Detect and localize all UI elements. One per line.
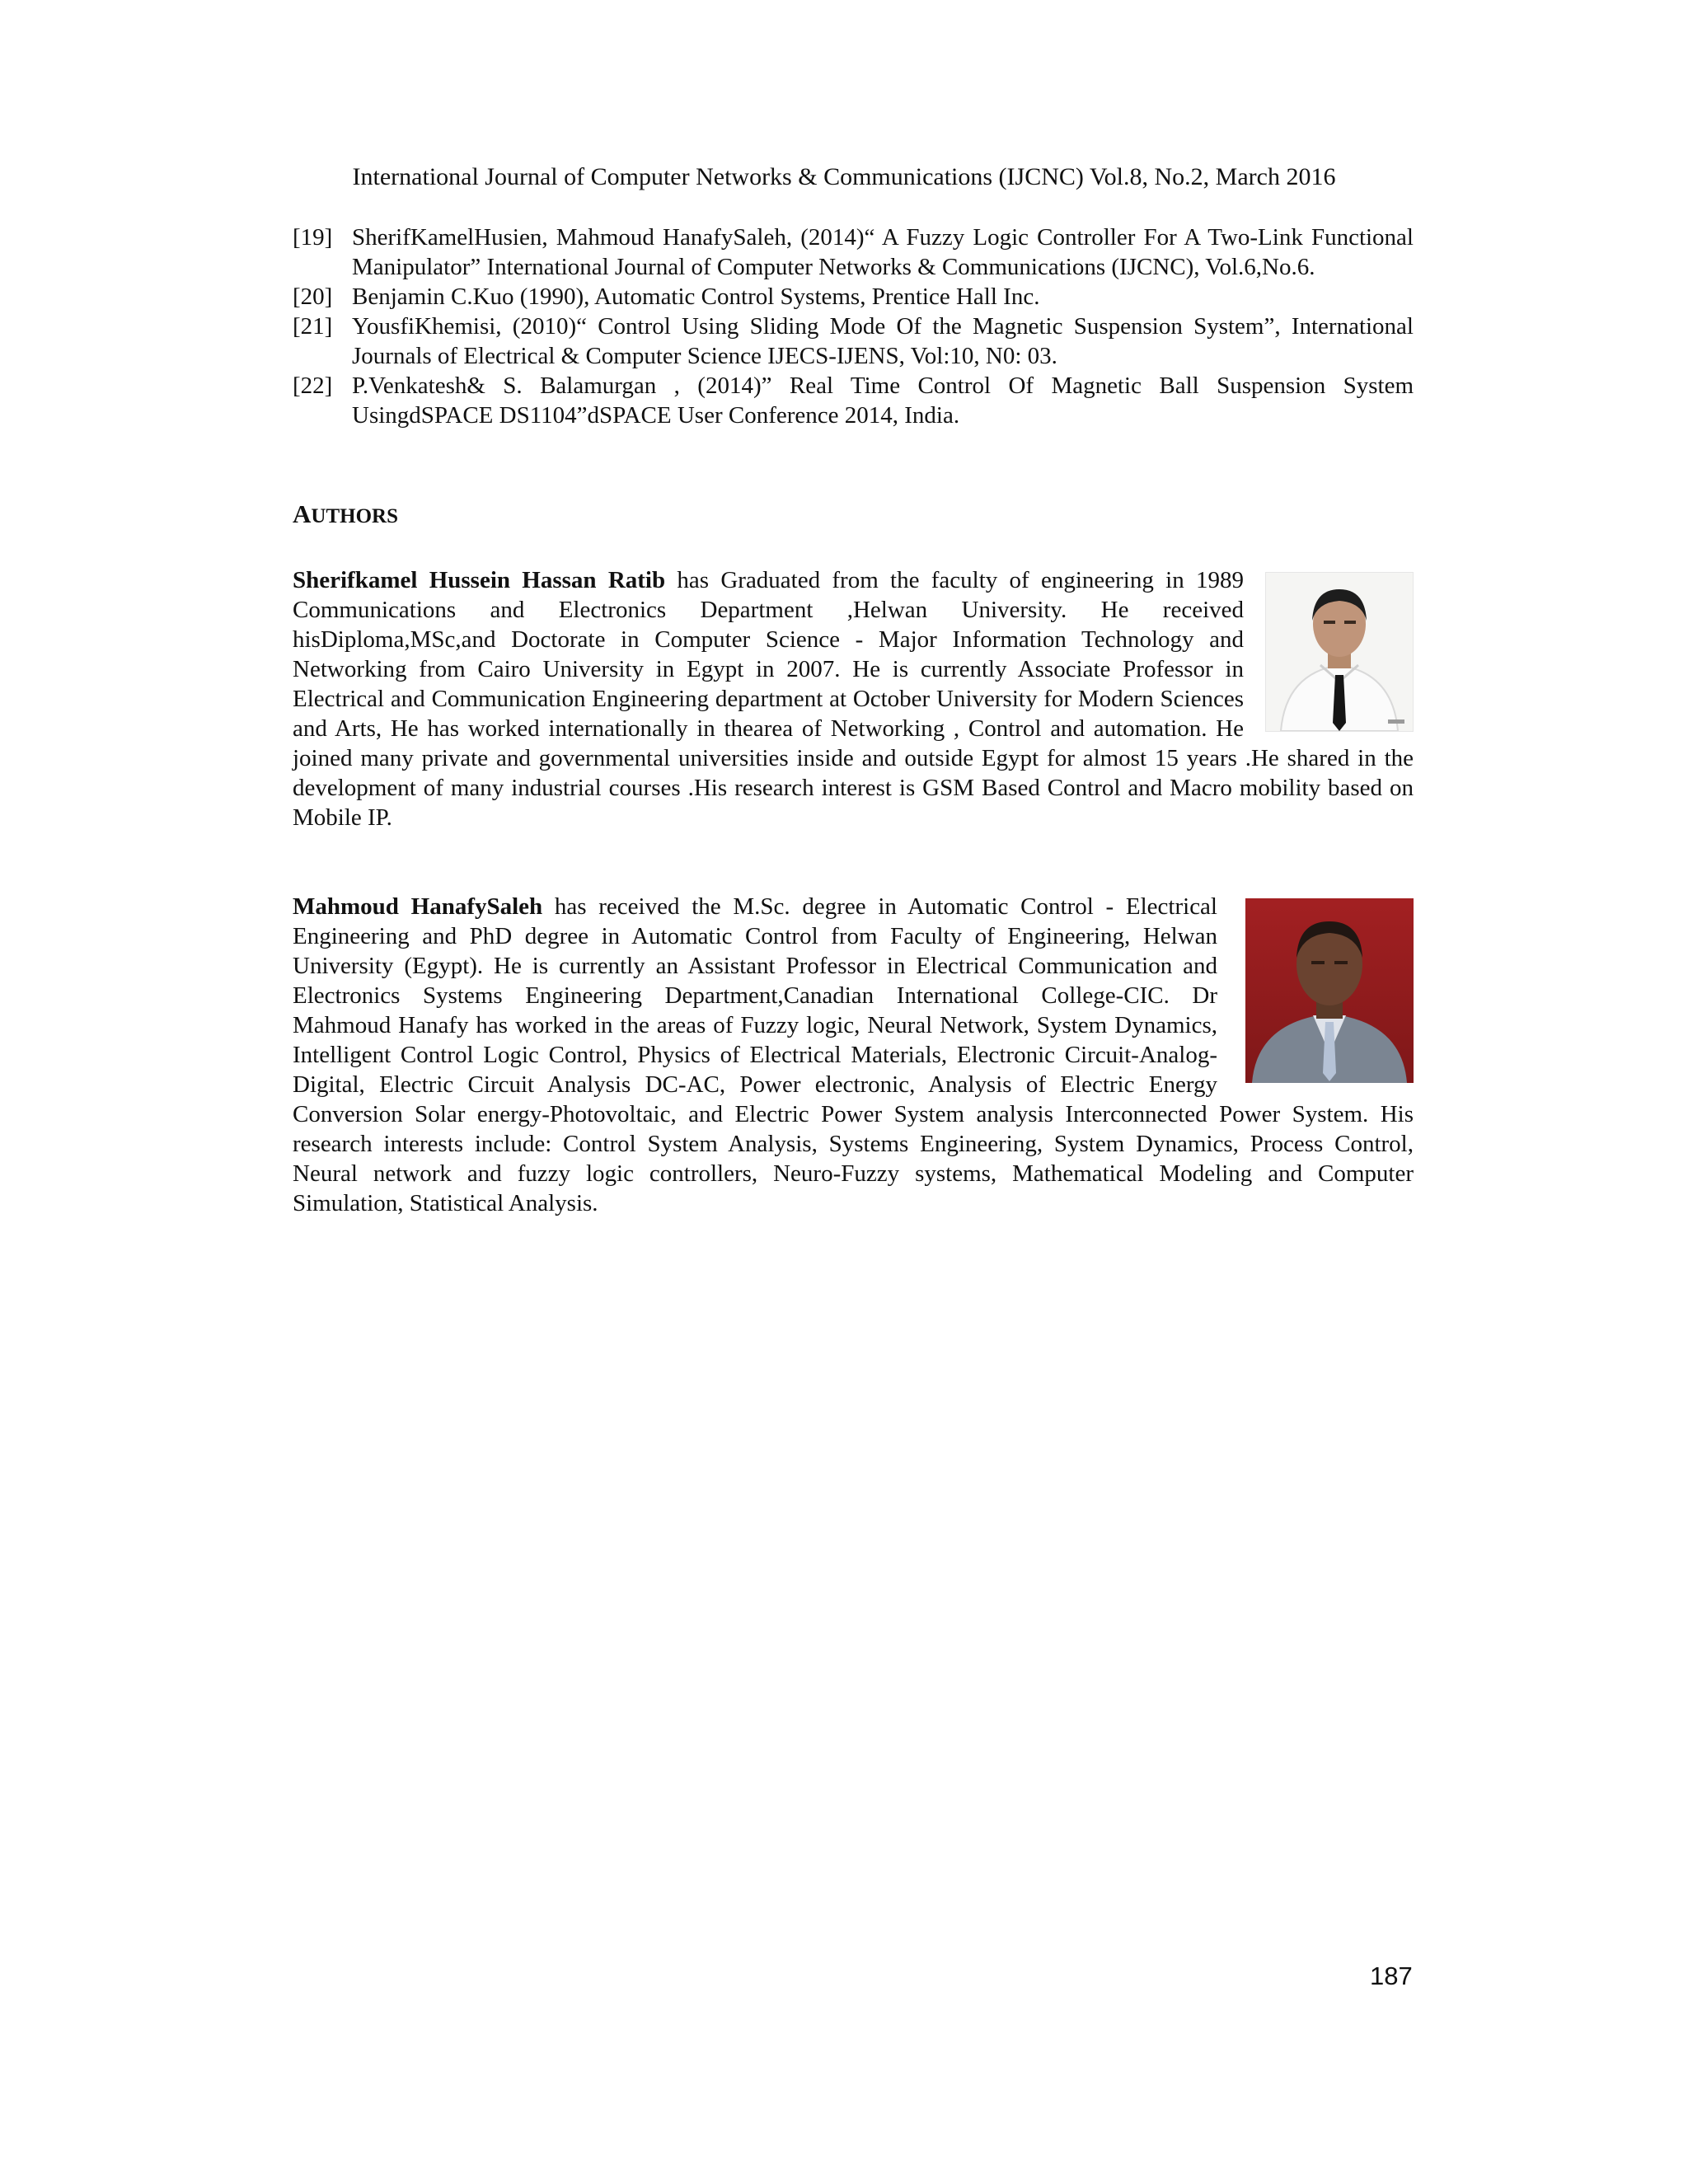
reference-item <box>293 371 1414 430</box>
author-bio-2 <box>293 892 1414 1218</box>
reference-number: [19] <box>293 224 333 251</box>
reference-text: YousfiKhemisi, (2010)“ Control Using Sliding Mode Of the Magnetic Suspension System”, International Journals of Electrical & Computer Science IJECS-IJENS, Vol:10, N0: 03. <box>352 313 1414 369</box>
page-number: 187 <box>1370 1961 1413 1990</box>
reference-text: SherifKamelHusien, Mahmoud HanafySaleh, (2014)“ A Fuzzy Logic Controller For A Two-Link Functional Manipulator” International Journal of Computer Networks & Communications (IJCNC), Vol.6,No.6. <box>352 224 1414 280</box>
running-header: International Journal of Computer Networks & Communications (IJCNC) Vol.8, No.2, March 2016 <box>352 163 1336 190</box>
authors-heading-rest: UTHORS <box>311 505 398 527</box>
portrait-image <box>1245 898 1414 1083</box>
reference-text: Benjamin C.Kuo (1990), Automatic Control Systems, Prentice Hall Inc. <box>352 284 1040 310</box>
author-name-2: Mahmoud HanafySaleh <box>293 893 543 920</box>
reference-item <box>293 282 1414 312</box>
reference-list <box>293 223 1414 430</box>
author-name-1: Sherifkamel Hussein Hassan Ratib <box>293 567 666 593</box>
reference-number: [21] <box>293 313 333 340</box>
author-bio-text-1: has Graduated from the faculty of engineering in 1989 Communications and Electronics Department ,Helwan University. He received hisDiploma,MSc,and Doctorate in Computer Science - Major Information Technology and Networking from Cairo University in Egypt in 2007. He is currently Associate Professor in Electrical and Communication Engineering department at October University for Modern Sciences and Arts, He has worked internationally in thearea of Networking , Control and automation. He joined many private and governmental universities inside and outside Egypt for almost 15 years .He shared in the development of many industrial courses .His research interest is GSM Based Control and Macro mobility based on Mobile IP. <box>293 567 1414 831</box>
reference-text: P.Venkatesh& S. Balamurgan , (2014)” Real Time Control Of Magnetic Ball Suspension System UsingdSPACE DS1104”dSPACE User Conference 2014, India. <box>352 373 1414 429</box>
author-photo-2 <box>1245 898 1414 1083</box>
author-photo-1 <box>1265 572 1414 732</box>
author-bio-text-2: has received the M.Sc. degree in Automatic Control - Electrical Engineering and PhD degree in Automatic Control from Faculty of Engineering, Helwan University (Egypt). He is currently an Assistant Professor in Electrical Communication and Electronics Systems Engineering Department,Canadian International College-CIC. Dr Mahmoud Hanafy has worked in the areas of Fuzzy logic, Neural Network, System Dynamics, Intelligent Control Logic Control, Physics of Electrical Materials, Electronic Circuit-Analog-Digital, Electric Circuit Analysis DC-AC, Power electronic, Analysis of Electric Energy Conversion Solar energy-Photovoltaic, and Electric Power System analysis Interconnected Power System. His research interests include: Control System Analysis, Systems Engineering, System Dynamics, Process Control, Neural network and fuzzy logic controllers, Neuro-Fuzzy systems, Mathematical Modeling and Computer Simulation, Statistical Analysis. <box>293 893 1414 1216</box>
reference-number: [20] <box>293 284 333 310</box>
reference-item <box>293 312 1414 371</box>
author-bio-1 <box>293 565 1414 832</box>
reference-number: [22] <box>293 373 333 399</box>
portrait-image <box>1266 573 1413 731</box>
authors-heading-initial: A <box>293 499 312 528</box>
reference-item <box>293 223 1414 282</box>
authors-heading <box>293 498 398 533</box>
